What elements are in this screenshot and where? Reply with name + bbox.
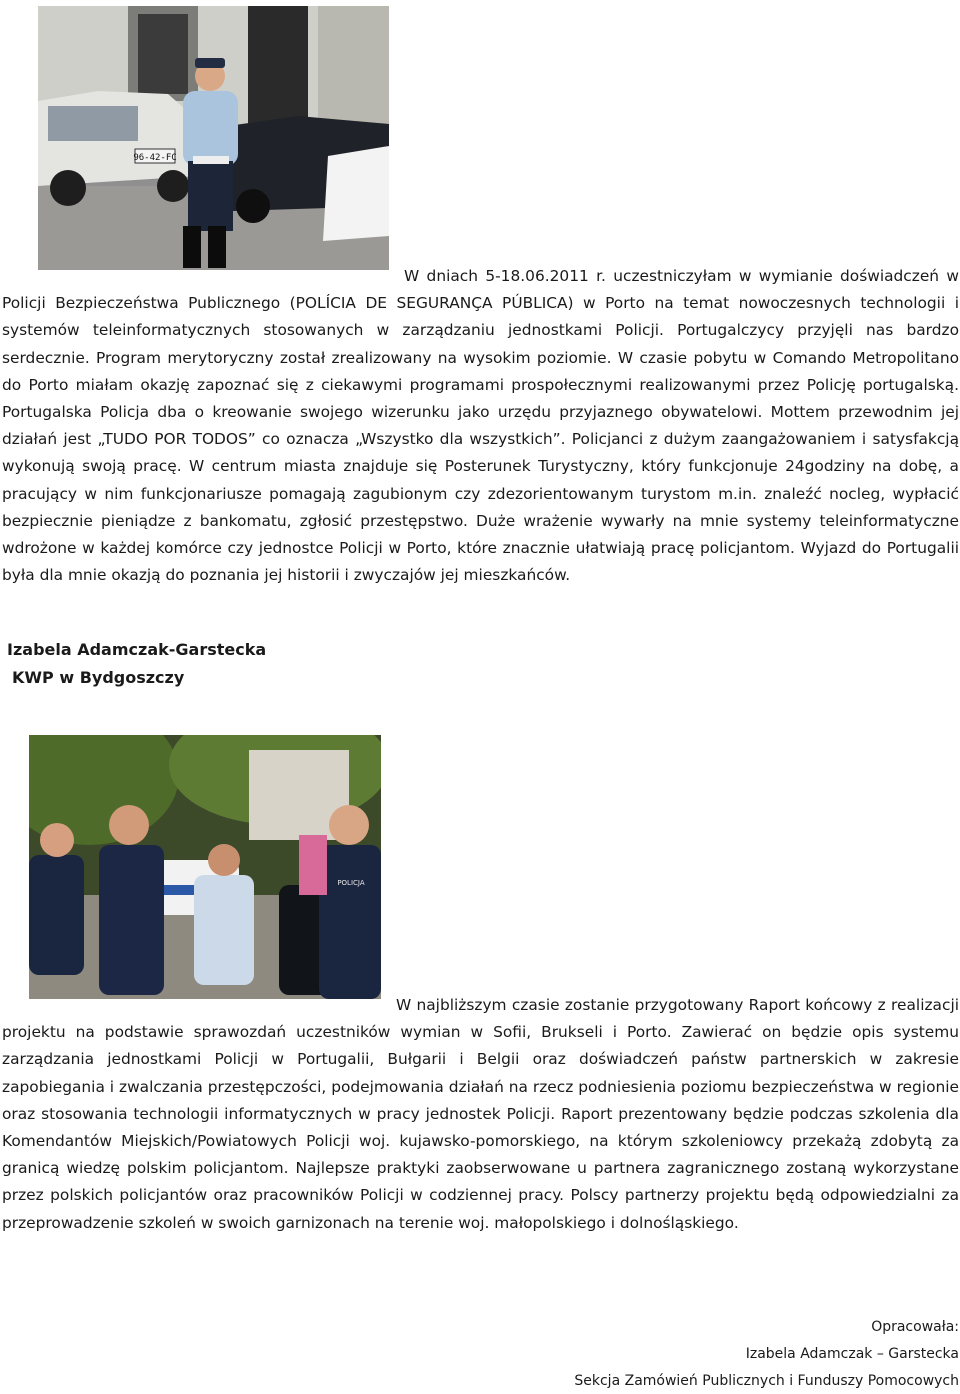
police-badge-text: POLICJA (337, 879, 365, 887)
footer-author: Izabela Adamczak – Garstecka (745, 1346, 959, 1362)
photo-police-officer-street (38, 6, 389, 270)
license-plate-text: 96-42-FC (133, 153, 177, 163)
signature-name: Izabela Adamczak-Garstecka (7, 640, 267, 659)
photo-police-group (29, 735, 381, 999)
article-paragraph-1: W dniach 5-18.06.2011 r. uczestniczyłam w wymianie doświadczeń w Policji Bezpieczeństwa Publicznego (POLÍCIA DE SEGURANÇA PÚBLICA) w Porto na temat nowoczesnych technologii i systemów teleinformatycznych stosowanych w zarządzaniu jednostkami Policji. Portugalczycy przyjęli nas bardzo serdecznie. Program merytoryczny został zrealizowany na wysokim poziomie. W czasie pobytu w Comando Metropolitano do Porto miałam okazję zapoznać się z ciekawymi programami prospołecznymi realizowanymi przez Policję portugalską. Portugalska Policja dba o kreowanie swojego wizerunku jako urzędu przyjaznego obywatelowi. Mottem przewodnim jej działań jest „TUDO POR TODOS” co oznacza „Wszystko dla wszystkich”. Policjanci z dużym zaangażowaniem i satysfakcją wykonują swoją pracę. W centrum miasta znajduje się Posterunek Turystyczny, który funkcjonuje 24godziny na dobę, a pracujący w nim funkcjonariusze pomagają zagubionym czy zdezorientowanym turystom m.in. znaleźć nocleg, wypłacić bezpiecznie pieniądze z bankomatu, zgłosić przestępstwo. Duże wrażenie wywarły na mnie systemy teleinformatyczne wdrożone w każdej komórce czy jednostce Policji w Porto, które znacznie ułatwiają pracę policjantom. Wyjazd do Portugalii była dla mnie okazją do poznania jej historii i zwyczajów jej mieszkańców. (2, 267, 959, 585)
article-paragraph-2: W najbliższym czasie zostanie przygotowany Raport końcowy z realizacji projektu na podstawie sprawozdań uczestników wymian w Sofii, Brukseli i Porto. Zawierać on będzie opis systemu zarządzania jednostkami Policji w Portugalii, Bułgarii i Belgii oraz doświadczeń państw partnerskich w zakresie zapobiegania i zwalczania przestępczości, podejmowania działań na rzecz podniesienia poziomu bezpieczeństwa w regionie oraz stosowania technologii informatycznych w pracy jednostek Policji. Raport prezentowany będzie podczas szkolenia dla Komendantów Miejskich/Powiatowych Policji woj. kujawsko-pomorskiego, na którym szkoleniowcy przekażą zdobytą za granicą wiedzę polskim policjantom. Najlepsze praktyki zaobserwowane u partnera zagranicznego zostaną wykorzystane przez polskich policjantów oraz pracowników Policji w codziennej pracy. Polscy partnerzy projektu będą odpowiedzialni za przeprowadzenie szkoleń w swoich garnizonach na terenie woj. małopolskiego i dolnośląskiego. (2, 996, 959, 1232)
photo-police-group-illustration (29, 735, 381, 999)
footer-department: Sekcja Zamówień Publicznych i Funduszy Pomocowych (574, 1373, 959, 1389)
photo-police-officer-illustration (38, 6, 389, 270)
footer-label: Opracowała: (871, 1319, 959, 1335)
signature-unit: KWP w Bydgoszczy (12, 668, 185, 687)
